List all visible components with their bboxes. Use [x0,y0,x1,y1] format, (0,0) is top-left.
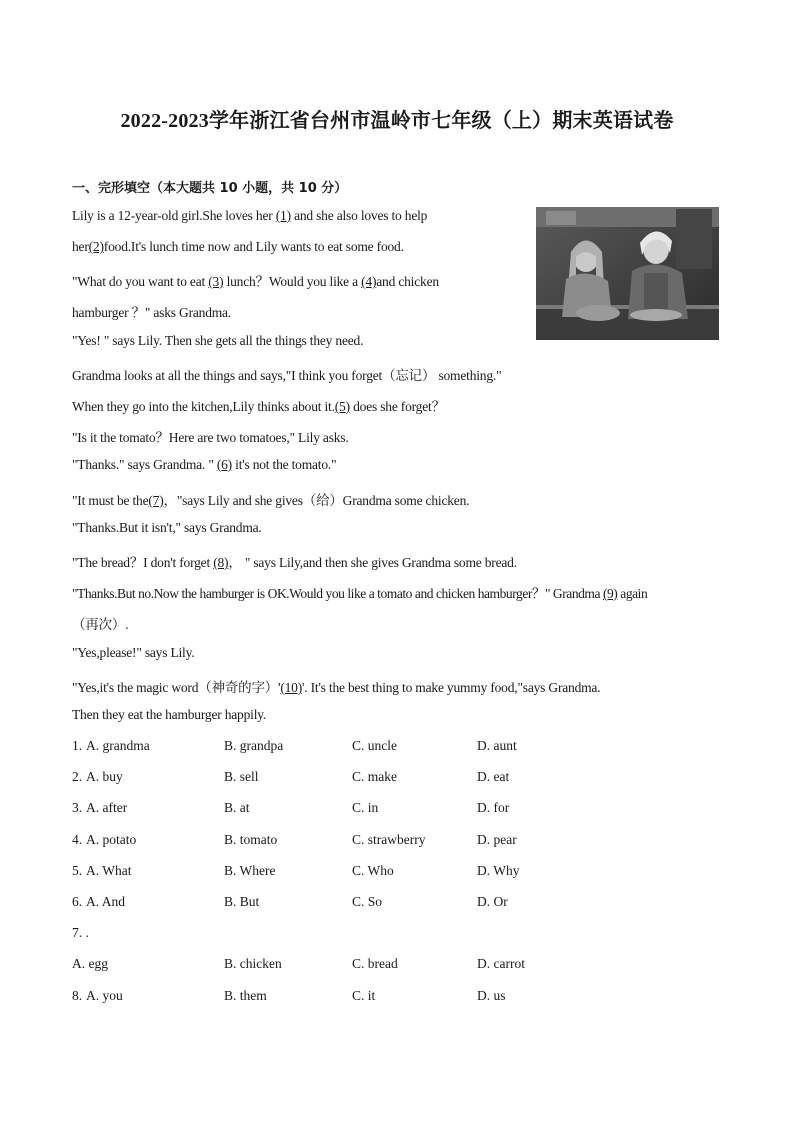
option-a: A. buy [86,769,123,784]
option-d: D. Or [477,894,508,909]
text: "Thanks.But no.Now the hamburger is OK.Would you like a tomato and chicken hamburger？" Grandma [72,586,603,601]
passage-line-13 [72,582,647,602]
option-a: A. grandma [86,738,150,753]
blank-6: (6) [216,457,232,472]
question-number: 3. [72,800,83,815]
text: "The bread？I don't forget [72,555,214,570]
option-b: B. chicken [224,956,282,971]
option-a: A. And [86,894,126,909]
option-c: C. it [352,988,376,1003]
passage-line-16 [72,676,600,696]
option-d: D. eat [477,769,510,784]
option-c: C. make [352,769,397,784]
text: When they go into the kitchen,Lily thinks about it. [72,399,335,414]
text: does she forget？ [349,399,445,414]
question-number: 8. [72,988,83,1003]
question-number: 1. [72,738,83,753]
option-d: D. pear [477,832,517,847]
option-d: D. aunt [477,738,517,753]
option-b: B. tomato [224,832,278,847]
question-number: 4. [72,832,83,847]
option-a: A. you [86,988,123,1003]
passage-line-17: Then they eat the hamburger happily. [72,707,267,722]
text: lunch？Would you like a [223,274,362,289]
blank-8: (8) [213,555,229,570]
passage-line-12 [72,551,517,571]
option-c: C. in [352,800,379,815]
text: and she also loves to help [290,208,428,223]
text: "Thanks." says Grandma. " [72,457,217,472]
passage-line-1 [72,208,427,224]
text: "What do you want to eat [72,274,209,289]
option-b: B. Where [224,863,276,878]
passage-line-5: "Yes! " says Lily. Then she gets all the things they need. [72,333,364,348]
passage-line-14: （再次）. [72,617,129,632]
text: ， " says Lily,and then she gives Grandma some bread. [228,555,517,570]
passage-line-2 [72,239,404,255]
question-number: 7. . [72,925,89,940]
option-c: C. uncle [352,738,397,753]
option-c: C. bread [352,956,398,971]
blank-10: (10) [280,680,303,695]
grandma-girl-cooking-photo [536,207,719,340]
blank-1: (1) [275,208,291,223]
option-d: D. Why [477,863,520,878]
text: her [72,239,89,254]
blank-9: (9) [602,586,618,601]
option-d: D. us [477,988,506,1003]
blank-2: (2) [88,239,104,254]
option-b: B. sell [224,769,259,784]
option-b: B. grandpa [224,738,284,753]
option-b: B. them [224,988,267,1003]
blank-5: (5) [334,399,350,414]
section-heading: 一、完形填空（本大题共 10 小题，共 10 分） [72,181,348,196]
text: ，"says Lily and she gives（给）Grandma some chicken. [163,493,470,508]
text: '. It's the best thing to make yummy food,"says Grandma. [302,680,601,695]
option-c: C. Who [352,863,394,878]
passage-line-11: "Thanks.But it isn't," says Grandma. [72,520,262,535]
text: and chicken [376,274,439,289]
blank-3: (3) [208,274,224,289]
question-number: 5. [72,863,83,878]
option-a: A. egg [72,956,108,971]
blank-4: (4) [361,274,377,289]
text: food.It's lunch time now and Lily wants to eat some food. [103,239,404,254]
page-title: 2022-2023学年浙江省台州市温岭市七年级（上）期末英语试卷 [120,110,674,132]
option-a: A. potato [86,832,137,847]
option-a: A. after [86,800,128,815]
passage-line-10 [72,489,469,509]
passage-line-7 [72,395,445,415]
passage-line-15: "Yes,please!" says Lily. [72,645,195,660]
text: Lily is a 12-year-old girl.She loves her [72,208,276,223]
blank-7: (7) [148,493,164,508]
option-d: D. carrot [477,956,525,971]
text: "It must be the [72,493,149,508]
passage-line-8: "Is it the tomato？Here are two tomatoes," Lily asks. [72,430,349,445]
question-number: 6. [72,894,83,909]
question-number: 2. [72,769,83,784]
option-c: C. strawberry [352,832,426,847]
option-b: B. at [224,800,250,815]
passage-line-9 [72,457,336,473]
option-d: D. for [477,800,510,815]
option-c: C. So [352,894,383,909]
text: it's not the tomato." [231,457,337,472]
option-a: A. What [86,863,132,878]
passage-line-4: hamburger ？" asks Grandma. [72,305,232,320]
text: "Yes,it's the magic word（神奇的字）' [72,680,281,695]
option-b: B. But [224,894,260,909]
passage-line-6: Grandma looks at all the things and says,"I think you forget（忘记） something." [72,368,502,383]
passage-line-3 [72,270,439,290]
text: again [617,586,648,601]
